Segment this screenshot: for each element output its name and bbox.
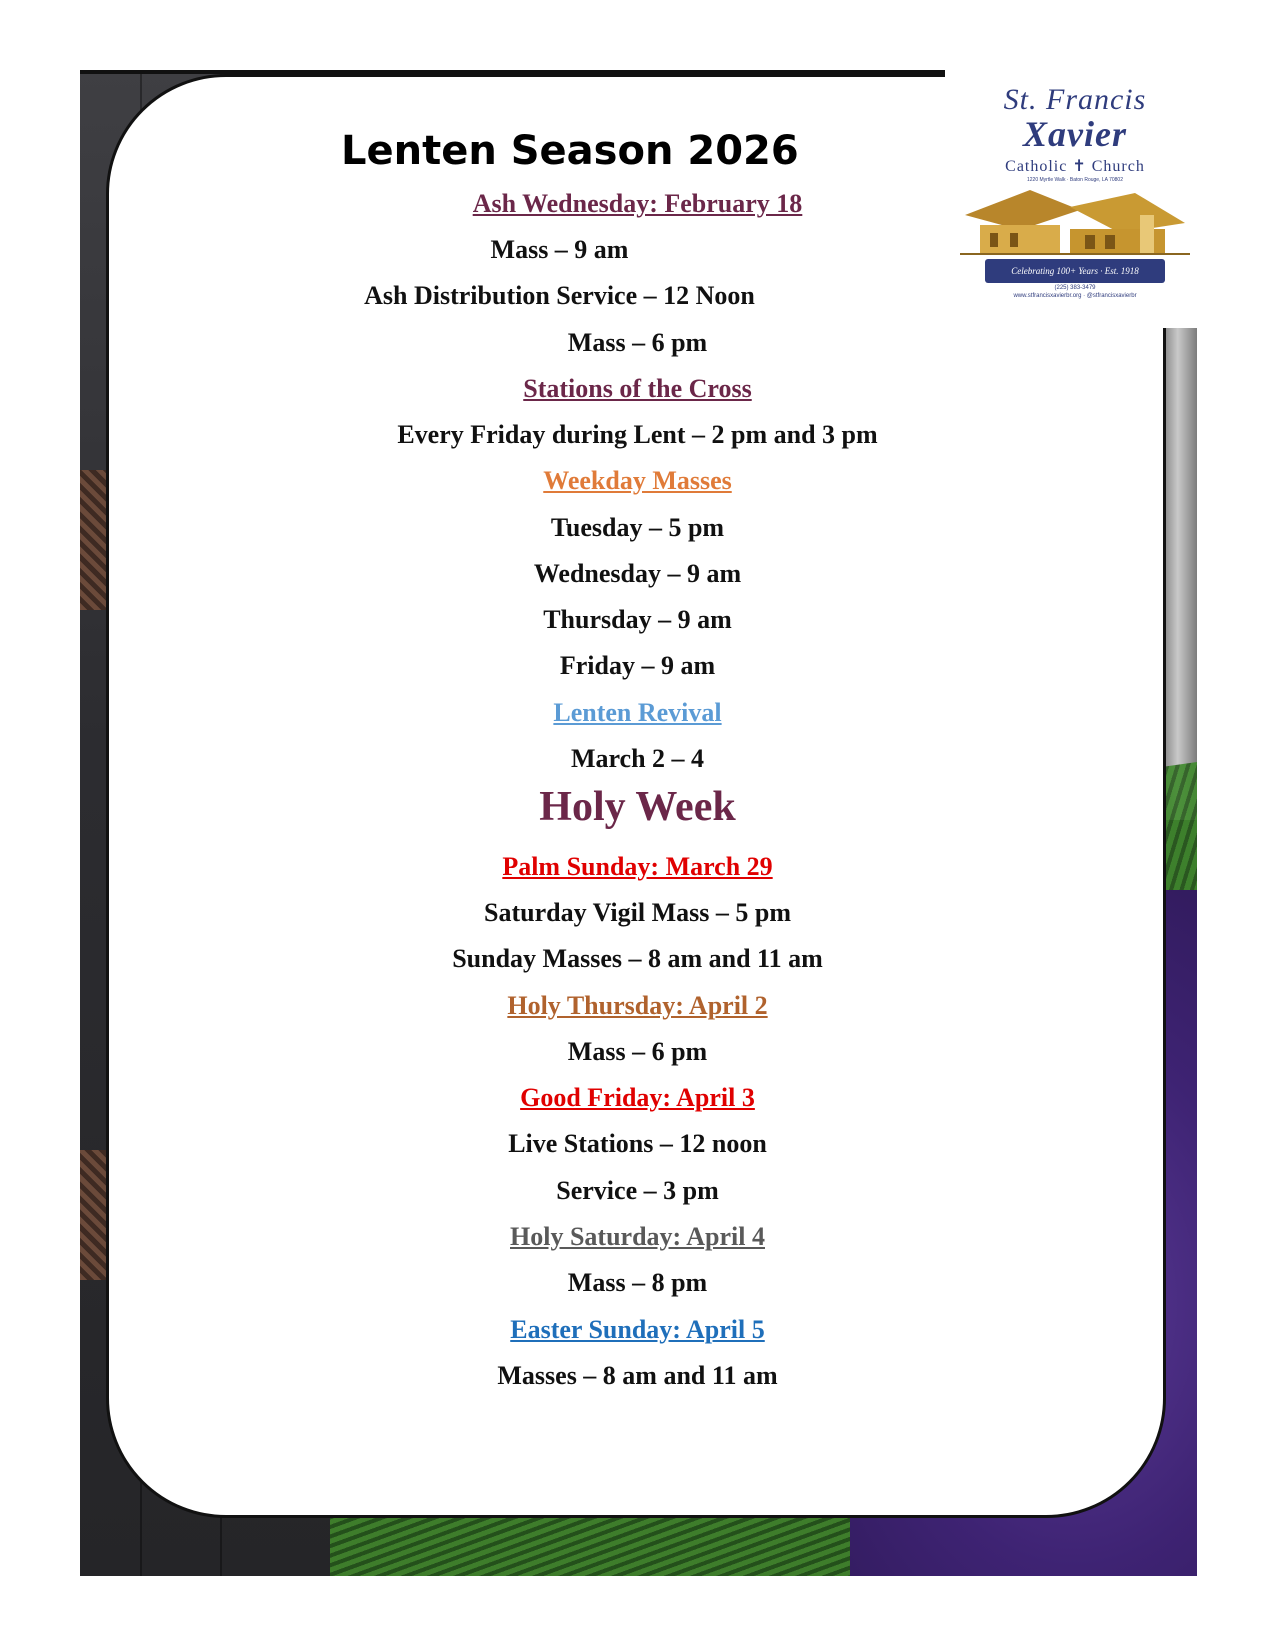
logo-banner: Celebrating 100+ Years · Est. 1918 [985,259,1165,283]
schedule-line: Mass – 9 am [490,235,629,264]
palm-leaf-decoration [330,1510,850,1576]
schedule-line: Thursday – 9 am [543,605,732,634]
logo-phone: (225) 383-3479 [1054,285,1096,291]
schedule-line: Friday – 9 am [559,651,716,680]
logo-address: 1220 Myrtle Walk · Baton Rouge, LA 70802 [1027,177,1123,183]
schedule-line: Service – 3 pm [556,1176,719,1205]
schedule-line: Saturday Vigil Mass – 5 pm [484,898,791,927]
schedule-line: Ash Distribution Service – 12 Noon [364,281,755,310]
schedule-heading: Lenten Revival [553,698,722,727]
schedule-line: Tuesday – 5 pm [550,513,725,542]
schedule-heading: Holy Saturday: April 4 [510,1222,765,1251]
section-title: Holy Week [539,784,736,830]
schedule-line: Sunday Masses – 8 am and 11 am [452,944,823,973]
schedule-line: Mass – 6 pm [567,328,708,357]
schedule-heading: Good Friday: April 3 [520,1083,755,1112]
rope-decoration [80,1150,108,1280]
page-title: Lenten Season 2026 [341,128,799,174]
schedule-line: Every Friday during Lent – 2 pm and 3 pm [397,420,878,449]
schedule-line: Mass – 6 pm [567,1037,708,1066]
schedule-line: March 2 – 4 [570,744,705,773]
schedule-heading: Ash Wednesday: February 18 [472,189,803,218]
logo-web: www.stfrancisxavierbr.org · @stfrancisxavierbr [1013,293,1137,299]
schedule-heading: Palm Sunday: March 29 [502,852,773,881]
schedule-heading: Stations of the Cross [523,374,752,403]
schedule-line: Mass – 8 pm [567,1268,708,1297]
logo-line-1: St. Francis [1003,83,1147,116]
schedule-heading: Easter Sunday: April 5 [510,1315,765,1344]
schedule-line: Masses – 8 am and 11 am [497,1361,778,1390]
logo-line-2: Xavier [1023,114,1127,154]
schedule-line: Wednesday – 9 am [533,559,742,588]
schedule-heading: Weekday Masses [543,466,732,495]
schedule-heading: Holy Thursday: April 2 [507,991,768,1020]
schedule-line: Live Stations – 12 noon [508,1129,767,1158]
logo-line-3: Catholic ✝ Church [1005,158,1145,175]
